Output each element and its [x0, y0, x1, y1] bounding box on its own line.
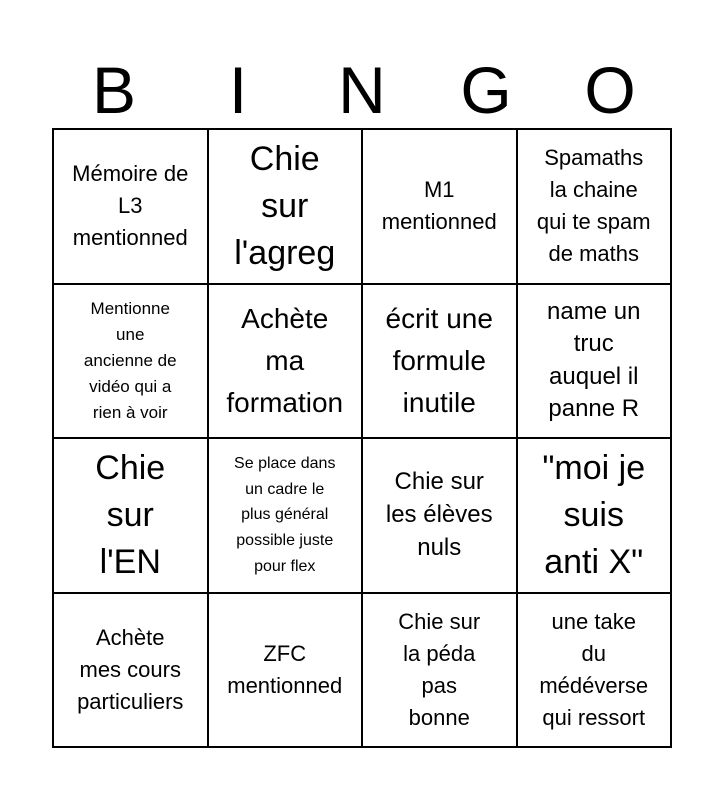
header-letter-g: G — [460, 53, 512, 127]
header-letter-o: O — [584, 53, 636, 127]
header-letter-n: N — [338, 53, 386, 127]
cell-text: écrit une formule inutile — [385, 302, 493, 418]
cell-text: Achète ma formation — [226, 302, 344, 418]
cell-text: "moi je suis anti X" — [542, 448, 646, 581]
bingo-cell[interactable] — [53, 129, 208, 284]
cell-text: Chie sur les élèves nuls — [385, 468, 493, 561]
bingo-cell[interactable] — [517, 438, 672, 593]
cell-text: Mentionne une ancienne de vidéo qui a rien à voir — [83, 298, 177, 422]
bingo-header — [52, 52, 672, 128]
cell-text: Mémoire de L3 mentionned — [72, 161, 189, 251]
bingo-board — [52, 128, 672, 748]
cell-text: Achète mes cours particuliers — [77, 624, 184, 714]
cell-text: Se place dans un cadre le plus général possible juste pour flex — [234, 455, 336, 575]
cell-text: name un truc auquel il panne R — [547, 297, 641, 423]
bingo-cell[interactable] — [208, 129, 363, 284]
cell-text: une take du médéverse qui ressort — [539, 608, 649, 730]
bingo-cell[interactable] — [208, 284, 363, 439]
cell-text: M1 mentionned — [381, 177, 497, 235]
bingo-cell[interactable] — [53, 593, 208, 748]
bingo-cell[interactable] — [362, 284, 517, 439]
bingo-cell[interactable] — [517, 284, 672, 439]
bingo-cell[interactable] — [53, 284, 208, 439]
bingo-cell[interactable] — [208, 438, 363, 593]
cell-text: Chie sur la péda pas bonne — [398, 608, 481, 730]
bingo-cell[interactable] — [208, 593, 363, 748]
bingo-cell[interactable] — [362, 438, 517, 593]
header-letter-i: I — [228, 53, 248, 127]
cell-text: Chie sur l'EN — [95, 448, 166, 581]
cell-text: Spamaths la chaine qui te spam de maths — [536, 145, 651, 267]
cell-text: ZFC mentionned — [227, 640, 343, 698]
header-letter-b: B — [91, 53, 137, 127]
cell-text: Chie sur l'agreg — [234, 139, 336, 272]
bingo-cell[interactable] — [517, 593, 672, 748]
bingo-cell[interactable] — [517, 129, 672, 284]
bingo-cell[interactable] — [53, 438, 208, 593]
bingo-cell[interactable] — [362, 593, 517, 748]
bingo-cell[interactable] — [362, 129, 517, 284]
